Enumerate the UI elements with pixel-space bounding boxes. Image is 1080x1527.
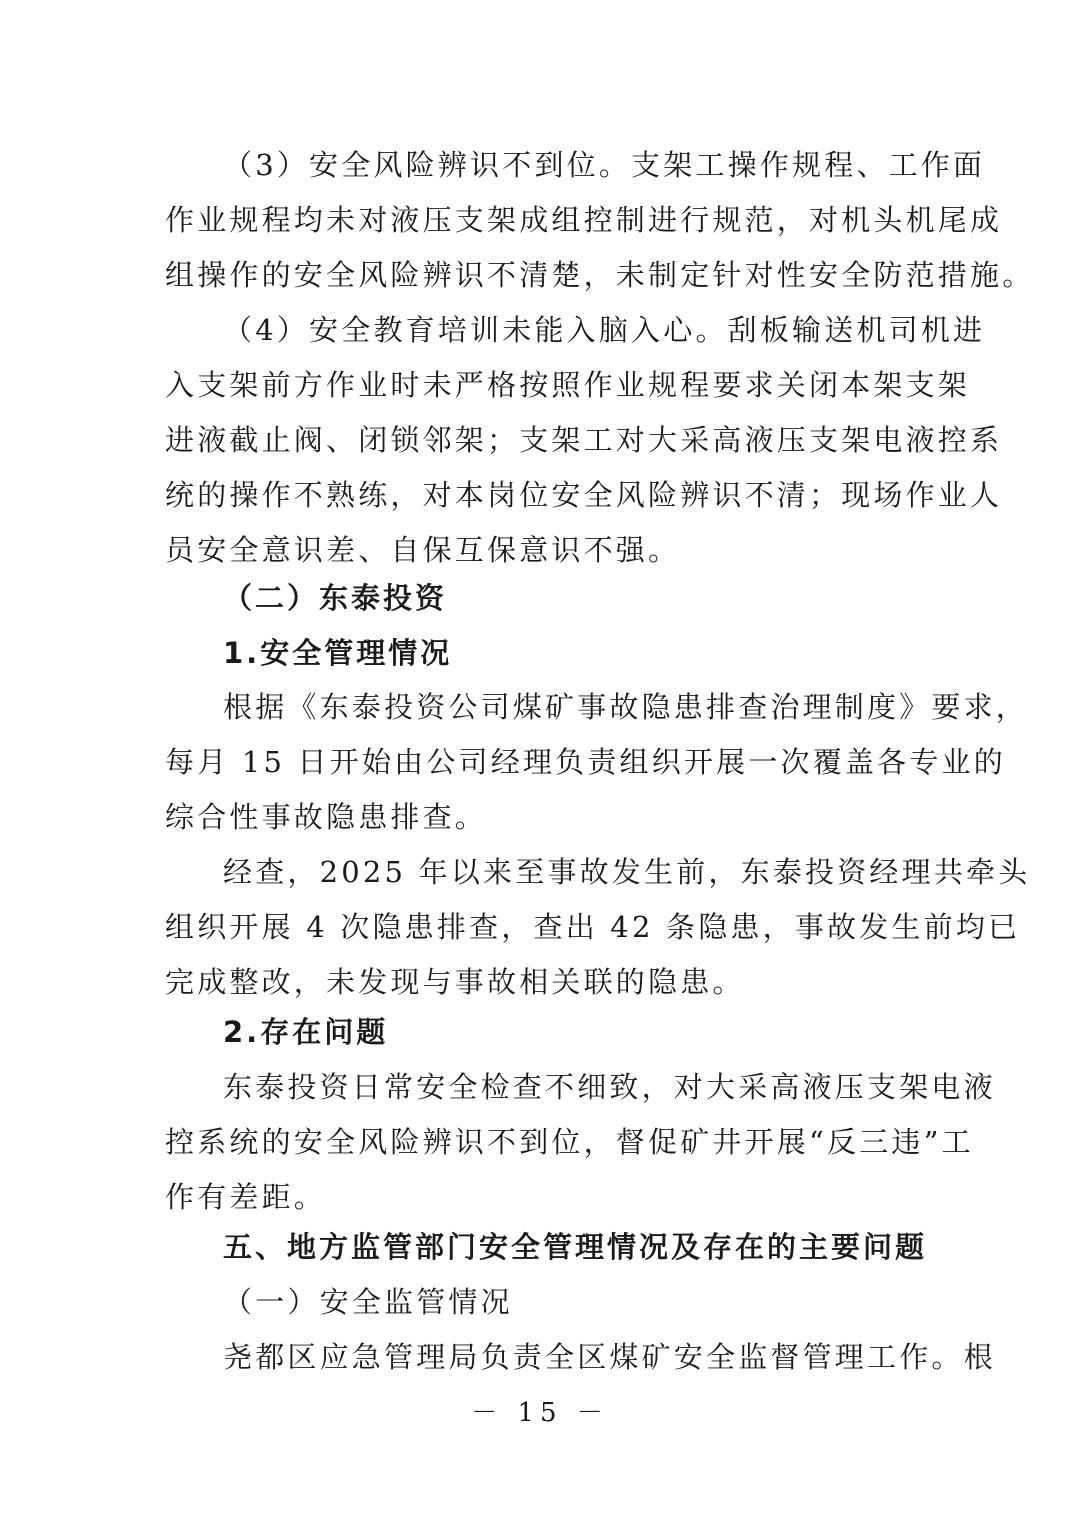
- page-number: － 15 －: [471, 1398, 609, 1428]
- paragraph-line: 进液截止阀、闭锁邻架；支架工对大采高液压支架电液控系: [165, 423, 1003, 457]
- paragraph-line: 综合性事故隐患排查。: [165, 800, 488, 834]
- paragraph-line: 作业规程均未对液压支架成组控制进行规范，对机头机尾成: [165, 203, 1003, 237]
- chapter-heading: 五、地方监管部门安全管理情况及存在的主要问题: [223, 1230, 928, 1264]
- paragraph-line: 统的操作不熟练，对本岗位安全风险辨识不清；现场作业人: [165, 478, 1003, 512]
- paragraph-line: 尧都区应急管理局负责全区煤矿安全监督管理工作。根: [223, 1340, 996, 1374]
- paragraph-line: （4）安全教育培训未能入脑入心。刮板输送机司机进: [223, 313, 986, 347]
- subsection-heading: 1.安全管理情况: [223, 636, 453, 670]
- paragraph-line: 组操作的安全风险辨识不清楚，未制定针对性安全防范措施。: [165, 258, 1035, 292]
- paragraph-line: 员安全意识差、自保互保意识不强。: [165, 533, 681, 567]
- subsection-heading: （一）安全监管情况: [223, 1285, 513, 1319]
- paragraph-line: 完成整改，未发现与事故相关联的隐患。: [165, 965, 745, 999]
- paragraph-line: 经查，2025 年以来至事故发生前，东泰投资经理共牵头: [223, 855, 1031, 889]
- paragraph-line: 每月 15 日开始由公司经理负责组织开展一次覆盖各专业的: [165, 745, 1006, 779]
- paragraph-line: 作有差距。: [165, 1180, 327, 1214]
- subsection-heading: 2.存在问题: [223, 1015, 389, 1049]
- paragraph-line: 组织开展 4 次隐患排查，查出 42 条隐患，事故发生前均已: [165, 910, 1021, 944]
- paragraph-line: 入支架前方作业时未严格按照作业规程要求关闭本架支架: [165, 368, 971, 402]
- paragraph-line: （3）安全风险辨识不到位。支架工操作规程、工作面: [223, 148, 986, 182]
- paragraph-line: 根据《东泰投资公司煤矿事故隐患排查治理制度》要求，: [223, 690, 1029, 724]
- paragraph-line: 控系统的安全风险辨识不到位，督促矿井开展“反三违”工: [165, 1125, 974, 1159]
- paragraph-line: 东泰投资日常安全检查不细致，对大采高液压支架电液: [223, 1070, 996, 1104]
- section-heading: （二）东泰投资: [223, 581, 448, 615]
